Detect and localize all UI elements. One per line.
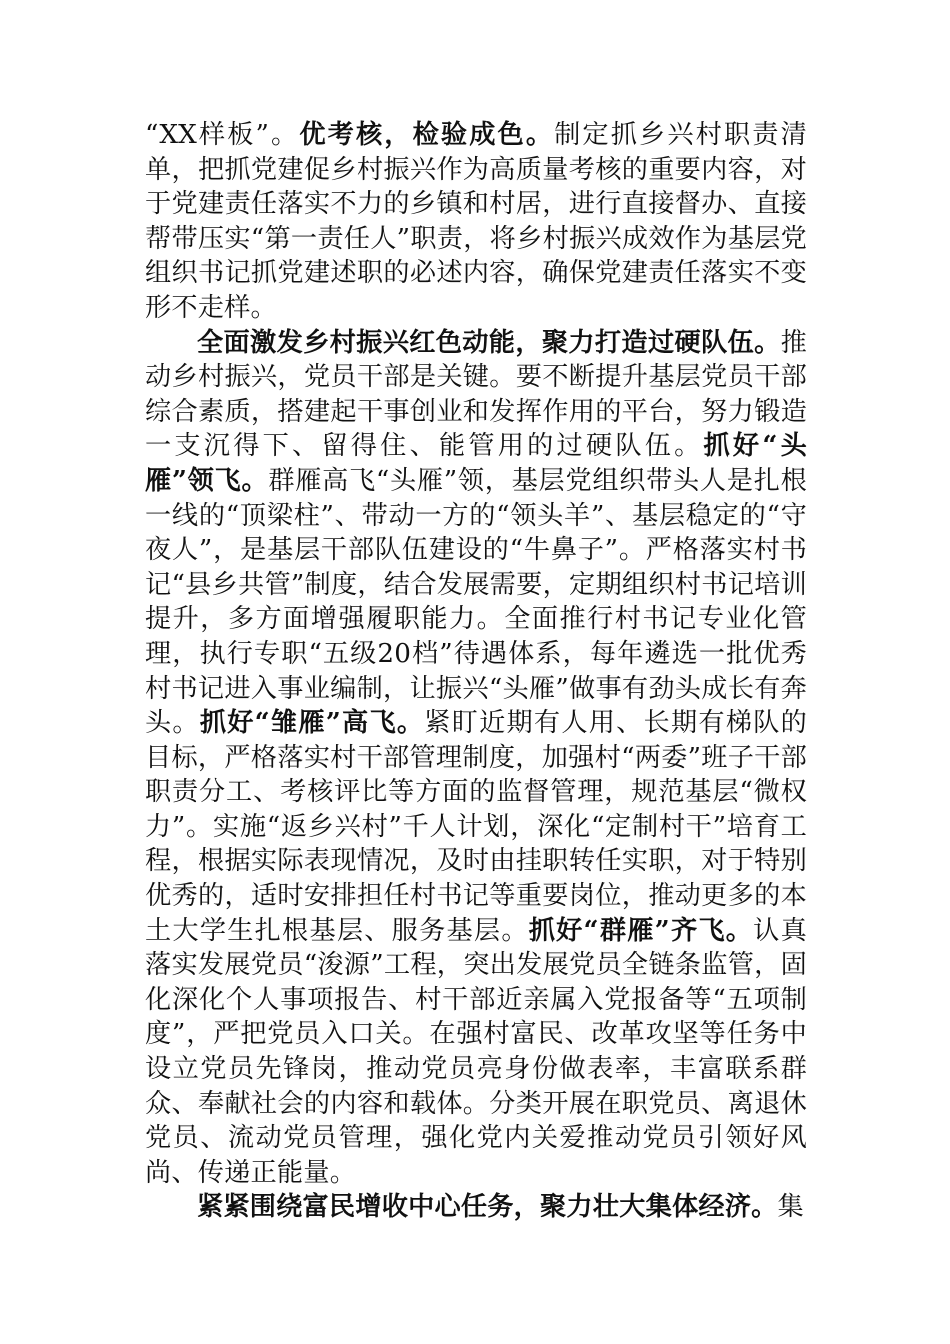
subheading-run: 抓好“雏雁”高飞。 [199,707,425,739]
section-heading: 全面激发乡村振兴红色动能，聚力打造过硬队伍。 [197,326,781,358]
text-run: 认真落实发展党员“浚源”工程，突出发展党员全链条监管，固化深化个人事项报告、村干部近亲属入党报备等“五项制度”，严把党员入口关。在强村富民、改革攻坚等任务中设立党员先锋岗，推动党员亮身份做表率，丰富联系群众、奉献社会的内容和载体。分类开展在职党员、离退休党员、流动党员管理，强化党内关爱推动党员引领好风尚、传递正能量。 [145,915,807,1188]
text-run: 推动乡村振兴，党员干部是关键。要不断提升基层党员干部综合素质，搭建起干事创业和发挥作用的平台，努力锻造一支沉得下、留得住、能管用的过硬队伍。 [145,327,807,462]
subheading-run: 抓好“头雁”领飞。 [145,430,807,496]
subheading-run: 抓好“群雁”齐飞。 [528,914,754,946]
text-run: “XX样板”。 [145,120,300,150]
paragraph-assessment [145,118,807,326]
heading-run: 优考核，检验成色。 [299,119,555,150]
section-heading: 紧紧围绕富民增收中心任务，聚力壮大集体经济。 [197,1191,778,1223]
text-run: 制定抓乡兴村职责清单，把抓党建促乡村振兴作为高质量考核的重要内容，对于党建责任落实不力的乡镇和村居，进行直接督办、直接帮带压实“第一责任人”职责，将乡村振兴成效作为基层党组织书记抓党建述职的必述内容，确保党建责任落实不变形不走样。 [145,120,807,323]
text-run: 紧盯近期有人用、长期有梯队的目标，严格落实村干部管理制度，加强村“两委”班子干部职责分工、考核评比等方面的监督管理，规范基层“微权力”。实施“返乡兴村”千人计划，深化“定制村干”培育工程，根据实际表现情况，及时由挂职转任实职，对于特别优秀的，适时安排担任村书记等重要岗位，推动更多的本土大学生扎根基层、服务基层。 [145,708,807,946]
text-run: 集 [777,1192,804,1223]
paragraph-team-building [145,326,807,1191]
document-body [145,118,807,1225]
text-run: 群雁高飞“头雁”领，基层党组织带头人是扎根一线的“顶梁柱”、带动一方的“领头羊”、基层稳定的“守夜人”，是基层干部队伍建设的“牛鼻子”。严格落实村书记“县乡共管”制度，结合发展需要，定期组织村书记培训提升，多方面增强履职能力。全面推行村书记专业化管理，执行专职“五级20档”待遇体系，每年遴选一批优秀村书记进入事业编制，让振兴“头雁”做事有劲头成长有奔头。 [145,465,807,739]
paragraph-collective-economy [145,1190,807,1225]
